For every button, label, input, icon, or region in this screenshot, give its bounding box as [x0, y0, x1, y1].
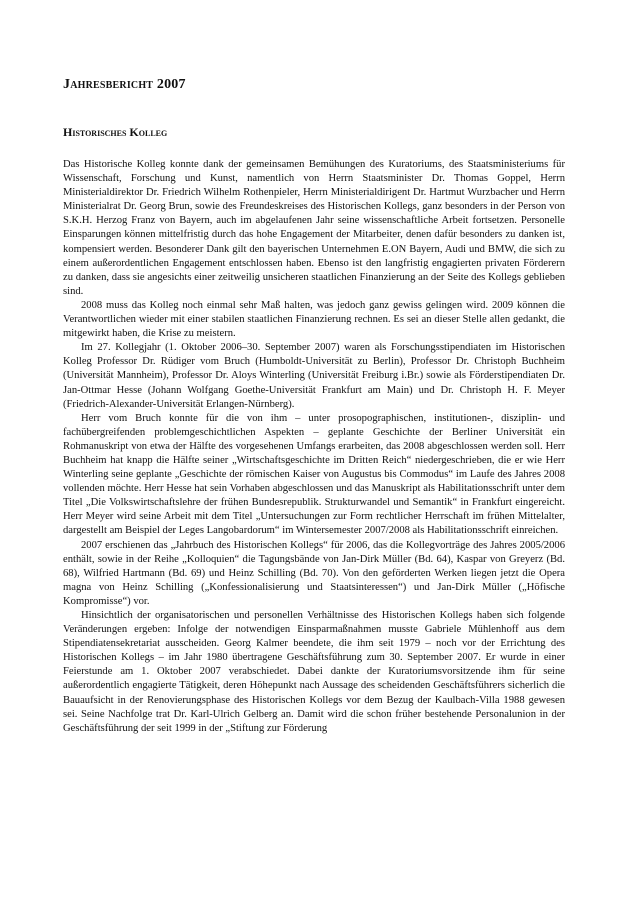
- paragraph-fellows: Im 27. Kollegjahr (1. Oktober 2006–30. September 2007) waren als Forschungsstipendiaten im Historischen Kolleg Professor Dr. Rüdiger vom Bruch (Humboldt-Universität zu Berlin), Professor Dr. Christoph Buchheim (Universität Mannheim), Professor Dr. Aloys Winterling (Universität Freiburg i.Br.) sowie als Förderstipendiaten Dr. Jan-Ottmar Hesse (Johann Wolfgang Goethe-Universität Frankfurt am Main) und Dr. Christoph H. F. Meyer (Friedrich-Alexander-Universität Erlangen-Nürnberg).: [63, 342, 565, 410]
- paragraph-publications: 2007 erschienen das „Jahrbuch des Historischen Kollegs“ für 2006, das die Kollegvorträge des Jahres 2005/2006 enthält, sowie in der Reihe „Kolloquien“ die Tagungsbände von Jan-Dirk Müller (Bd. 64), Kaspar von Greyerz (Bd. 68), Wilfried Hartmann (Bd. 69) und Heinz Schilling (Bd. 70). Von den geförderten Werken liegen jetzt die Opera magna von Heinz Schilling („Konfessionalisierung und Staatsinteressen“) und Jan-Dirk Müller („Höfische Kompromisse“) vor.: [63, 539, 565, 607]
- paragraph-research-progress: Herr vom Bruch konnte für die von ihm – unter prosopographischen, institutionen-, disziplin- und fachübergreifenden problemgeschichtlichen Aspekten – geplante Geschichte der Berliner Universität ein Rohmanuskript von etwa der Hälfte des vorgesehenen Umfangs erarbeiten, das 2008 abgeschlossen werden soll. Herr Buchheim hat knapp die Hälfte seiner „Wirtschaftsgeschichte im Dritten Reich“ niedergeschrieben, die er wie Herr Winterling seine geplante „Geschichte der römischen Kaiser von Augustus bis Commodus“ im Laufe des Jahres 2008 vollenden möchte. Herr Hesse hat sein Vorhaben abgeschlossen und das Manuskript als Habilitationsschrift unter dem Titel „Die Volkswirtschaftslehre der frühen Bundesrepublik. Strukturwandel und Semantik“ in Frankfurt eingereicht. Herr Meyer wird seine Arbeit mit dem Titel „Untersuchungen zur Form rechtlicher Herrschaft im frühen Mittelalter, dargestellt am Beispiel der Leges Langobardorum“ im Wintersemester 2007/2008 als Habilitationsschrift einreichen.: [63, 412, 565, 537]
- section-title: Historisches Kolleg: [63, 125, 168, 139]
- report-title: Jahresbericht 2007: [63, 77, 186, 92]
- paragraph-organisation: Hinsichtlich der organisatorischen und personellen Verhältnisse des Historischen Kollegs haben sich folgende Veränderungen ergeben: Infolge der notwendigen Einsparmaßnahmen musste Gabriele Mühlenhoff aus dem Stipendiatensekretariat ausscheiden. Georg Kalmer beendete, die ihm seit 1979 – noch vor der Errichtung des Historischen Kollegs – im Jahr 1980 übertragene Geschäftsführung zum 30. September 2007. Er wurde in einer Feierstunde am 1. Oktober 2007 verabschiedet. Dabei dankte der Kuratoriumsvorsitzende ihm für seine außerordentlich engagierte Tätigkeit, deren Höhepunkt nach Aussage des scheidenden Geschäftsführers sicherlich die Bauaufsicht in der Renovierungsphase des Historischen Kollegs vor dem Bezug der Kaulbach-Villa 1988 gewesen sei. Seine Nachfolge trat Dr. Karl-Ulrich Gelberg an. Damit wird die schon früher bestehende Personalunion in der Geschäftsführung der seit 1999 in der „Stiftung zur Förderung: [63, 610, 565, 734]
- body-text: [63, 158, 565, 736]
- paragraph-intro: Das Historische Kolleg konnte dank der gemeinsamen Bemühungen des Kuratoriums, des Staatsministeriums für Wissenschaft, Forschung und Kunst, namentlich von Herrn Staatsminister Dr. Thomas Goppel, Herrn Ministerialdirektor Dr. Friedrich Wilhelm Rothenpieler, Herrn Ministerialdirigent Dr. Hartmut Wurzbacher und Herrn Ministerialrat Dr. Georg Brun, sowie des Freundeskreises des Historischen Kollegs, ganz besonders in der Person von S.K.H. Herzog Franz von Bayern, auch im abgelaufenen Jahr seine wissenschaftliche Arbeit fortsetzen. Personelle Einsparungen können mittelfristig durch das hohe Engagement der Mitarbeiter, denen dafür besonders zu danken ist, kompensiert werden. Besonderer Dank gilt den bayerischen Unternehmen E.ON Bayern, Audi und BMW, die sich zu einem außerordentlichen Engagement entschlossen haben. Ebenso ist den langfristig engagierten privaten Förderern zu danken, dass sie angesichts einer zeitweilig unsicheren staatlichen Finanzierung an der Seite des Kollegs geblieben sind.: [63, 159, 565, 297]
- paragraph-finances: 2008 muss das Kolleg noch einmal sehr Maß halten, was jedoch ganz gewiss gelingen wird. 2009 können die Verantwortlichen wieder mit einer stabilen staatlichen Finanzierung rechnen. Es sei an dieser Stelle allen gedankt, die mitgewirkt haben, die Krise zu meistern.: [63, 299, 565, 340]
